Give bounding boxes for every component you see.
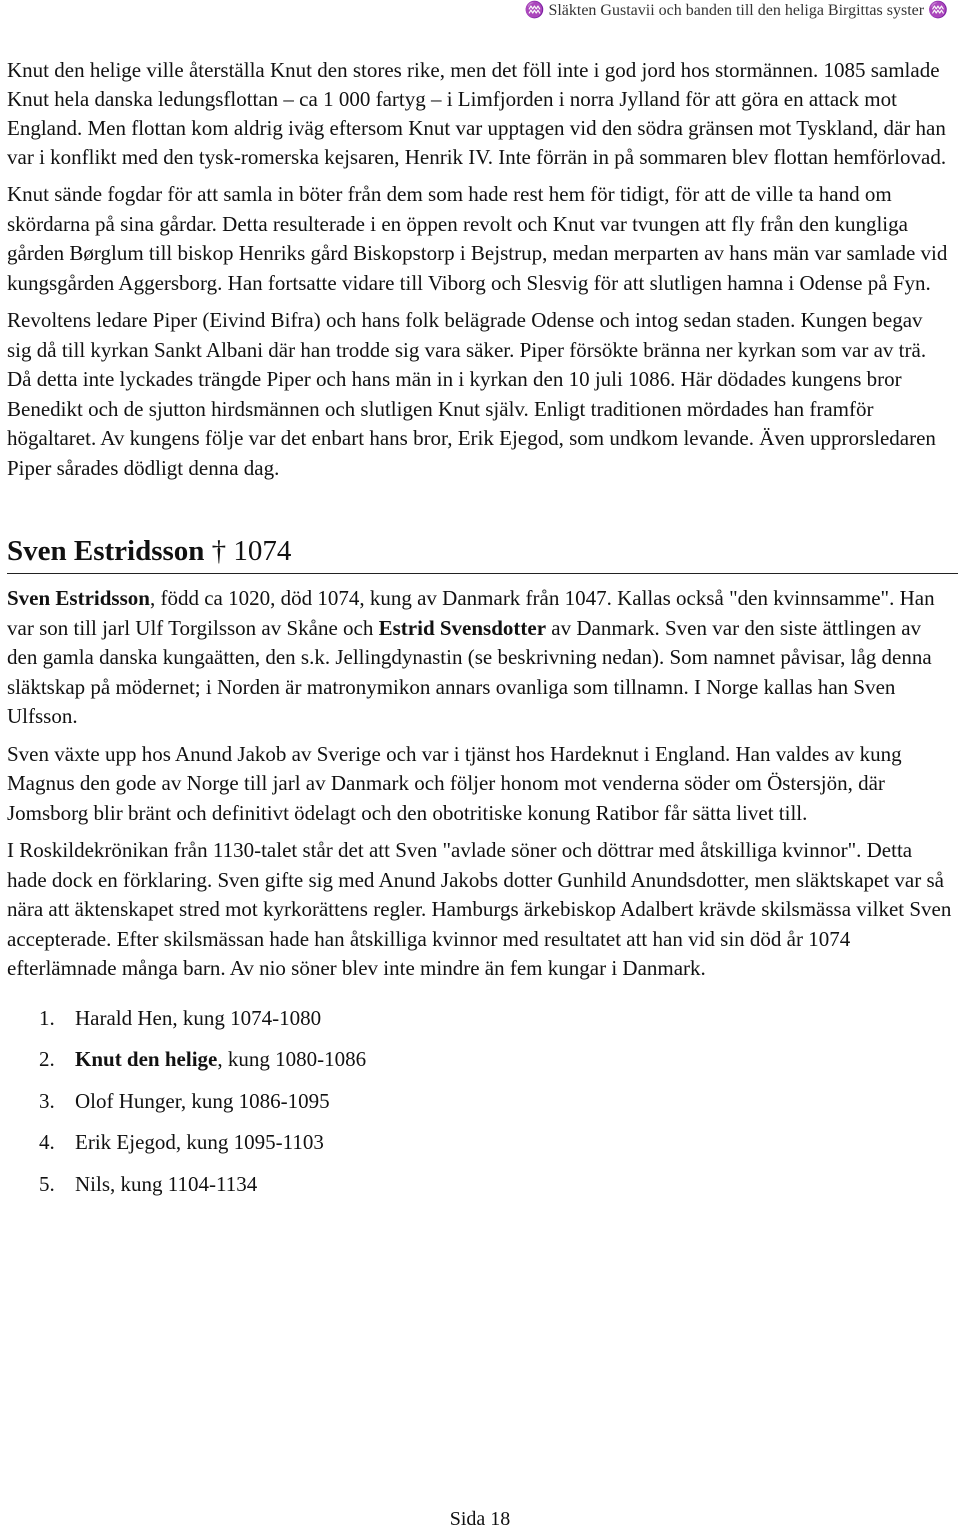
son-name: Knut den helige: [75, 1047, 218, 1071]
son-reign: , kung 1074-1080: [172, 1005, 322, 1030]
bold-name: Sven Estridsson: [7, 586, 150, 610]
son-name: Harald Hen: [75, 1005, 173, 1030]
bold-name: Estrid Svensdotter: [378, 615, 547, 640]
list-number: 1.: [39, 1005, 55, 1030]
list-item: [7, 1081, 952, 1123]
son-reign: , kung 1104-1134: [110, 1171, 258, 1196]
text-run: , född ca 1020, död 1074, kung av Danmark från 1047. Kallas också "den kvinnsamme". Han var son till jarl Ulf Torgilsson av Skåne och: [7, 586, 935, 640]
list-text: [75, 1039, 366, 1081]
running-header: ♒ Släkten Gustavii och banden till den heliga Birgittas syster ♒: [524, 2, 948, 19]
list-item: [7, 998, 952, 1040]
list-number: 5.: [39, 1171, 55, 1196]
son-name: Nils: [75, 1171, 111, 1196]
page-number: Sida 18: [449, 1508, 511, 1530]
list-text: [75, 998, 321, 1040]
son-reign: , kung 1080-1086: [217, 1047, 367, 1071]
sons-list: [7, 998, 952, 1206]
paragraph: [7, 584, 952, 732]
heading-name: Sven Estridsson: [7, 535, 205, 567]
list-number: 4.: [39, 1130, 55, 1154]
list-text: [75, 1081, 330, 1123]
paragraph: Knut den helige ville återställa Knut den stores rike, men det föll inte i god jord hos stormännen. 1085 samlade Knut hela danska ledungsflottan – ca 1 000 fartyg – i Limfjorden i norra Jylland för att göra en attack mot England. Men flottan kom aldrig iväg eftersom Knut var upptagen vid den södra gränsen mot Tyskland, där han var i konflikt med den tysk-romerska kejsaren, Henrik IV. Inte förrän in på sommaren blev flottan hemförlovad.: [7, 58, 947, 169]
text-run: av Danmark. Sven var den siste ättlingen av den gamla danska kungaätten, den s.k. Jellingdynastin (se beskrivning nedan). Som namnet påvisar, låg denna släktskap på mödernet; i Norden är matronymikon annars ovanliga som tillnamn. I Norge kallas han Sven Ulfsson.: [7, 615, 932, 728]
list-item: [7, 1164, 952, 1206]
son-reign: , kung 1095-1103: [175, 1130, 324, 1154]
son-name: Olof Hunger: [75, 1088, 181, 1113]
paragraph: I Roskildekrönikan från 1130-talet står det att Sven "avlade söner och döttrar med åtskilliga kvinnor". Detta hade dock en förklaring. Sven gifte sig med Anund Jakobs dotter Gunhild Anundsdotter, men släktskapet var så nära att äktenskapet stred mot kyrkorättens regler. Hamburgs ärkebiskop Adalbert krävde skilsmässa vilket Sven accepterade. Efter skilsmässan hade han åtskilliga kvinnor med resultatet att han vid sin död år 1074 efterlämnade många barn. Av nio söner blev inte mindre än fem kungar i Danmark.: [7, 838, 952, 980]
son-name: Erik Ejegod: [75, 1130, 176, 1154]
son-reign: , kung 1086-1095: [180, 1088, 330, 1113]
list-item: [7, 1122, 952, 1164]
section-heading: [7, 531, 958, 574]
list-number: 3.: [39, 1088, 55, 1113]
list-number: 2.: [39, 1047, 55, 1071]
page-content: [7, 56, 952, 1205]
paragraph: Revoltens ledare Piper (Eivind Bifra) och hans folk belägrade Odense och intog sedan staden. Kungen begav sig då till kyrkan Sankt Albani där han trodde sig vara säker. Piper försökte bränna ner kyrkan som var av trä. Då detta inte lyckades trängde Piper och hans män in i kyrkan den 10 juli 1086. Här dödades kungens bror Benedikt och de sjutton hirdsmännen och slutligen Knut själv. Enligt traditionen mördades han framför högaltaret. Av kungens följe var det enbart hans bror, Erik Ejegod, som undkom levande. Även upprorsledaren Piper sårades dödligt denna dag.: [7, 308, 936, 480]
list-text: [75, 1164, 257, 1206]
paragraph: Knut sände fogdar för att samla in böter från dem som hade rest hem för tidigt, för att de ville ta hand om skördarna på sina gårdar. Detta resulterade i en öppen revolt och Knut var tvungen att fly från den kungliga gården Børglum till biskop Henriks gård Biskopstorp i Bejstrup, medan merparten av hans män var samlade vid kungsgården Aggersborg. Han fortsatte vidare till Viborg och Slesvig för att slutligen hamna i Odense på Fyn.: [7, 182, 948, 295]
list-item: [7, 1039, 952, 1081]
paragraph: Sven växte upp hos Anund Jakob av Sverige och var i tjänst hos Hardeknut i England. Han valdes av kung Magnus den gode av Norge till jarl av Danmark och följer honom mot venderna söder om Östersjön, där Jomsborg blir bränt och definitivt ödelagt och den obotritiske konung Ratibor får sätta livet till.: [7, 741, 902, 825]
intro-text: [7, 56, 952, 172]
list-text: [75, 1122, 324, 1164]
heading-death-year: † 1074: [204, 535, 292, 567]
